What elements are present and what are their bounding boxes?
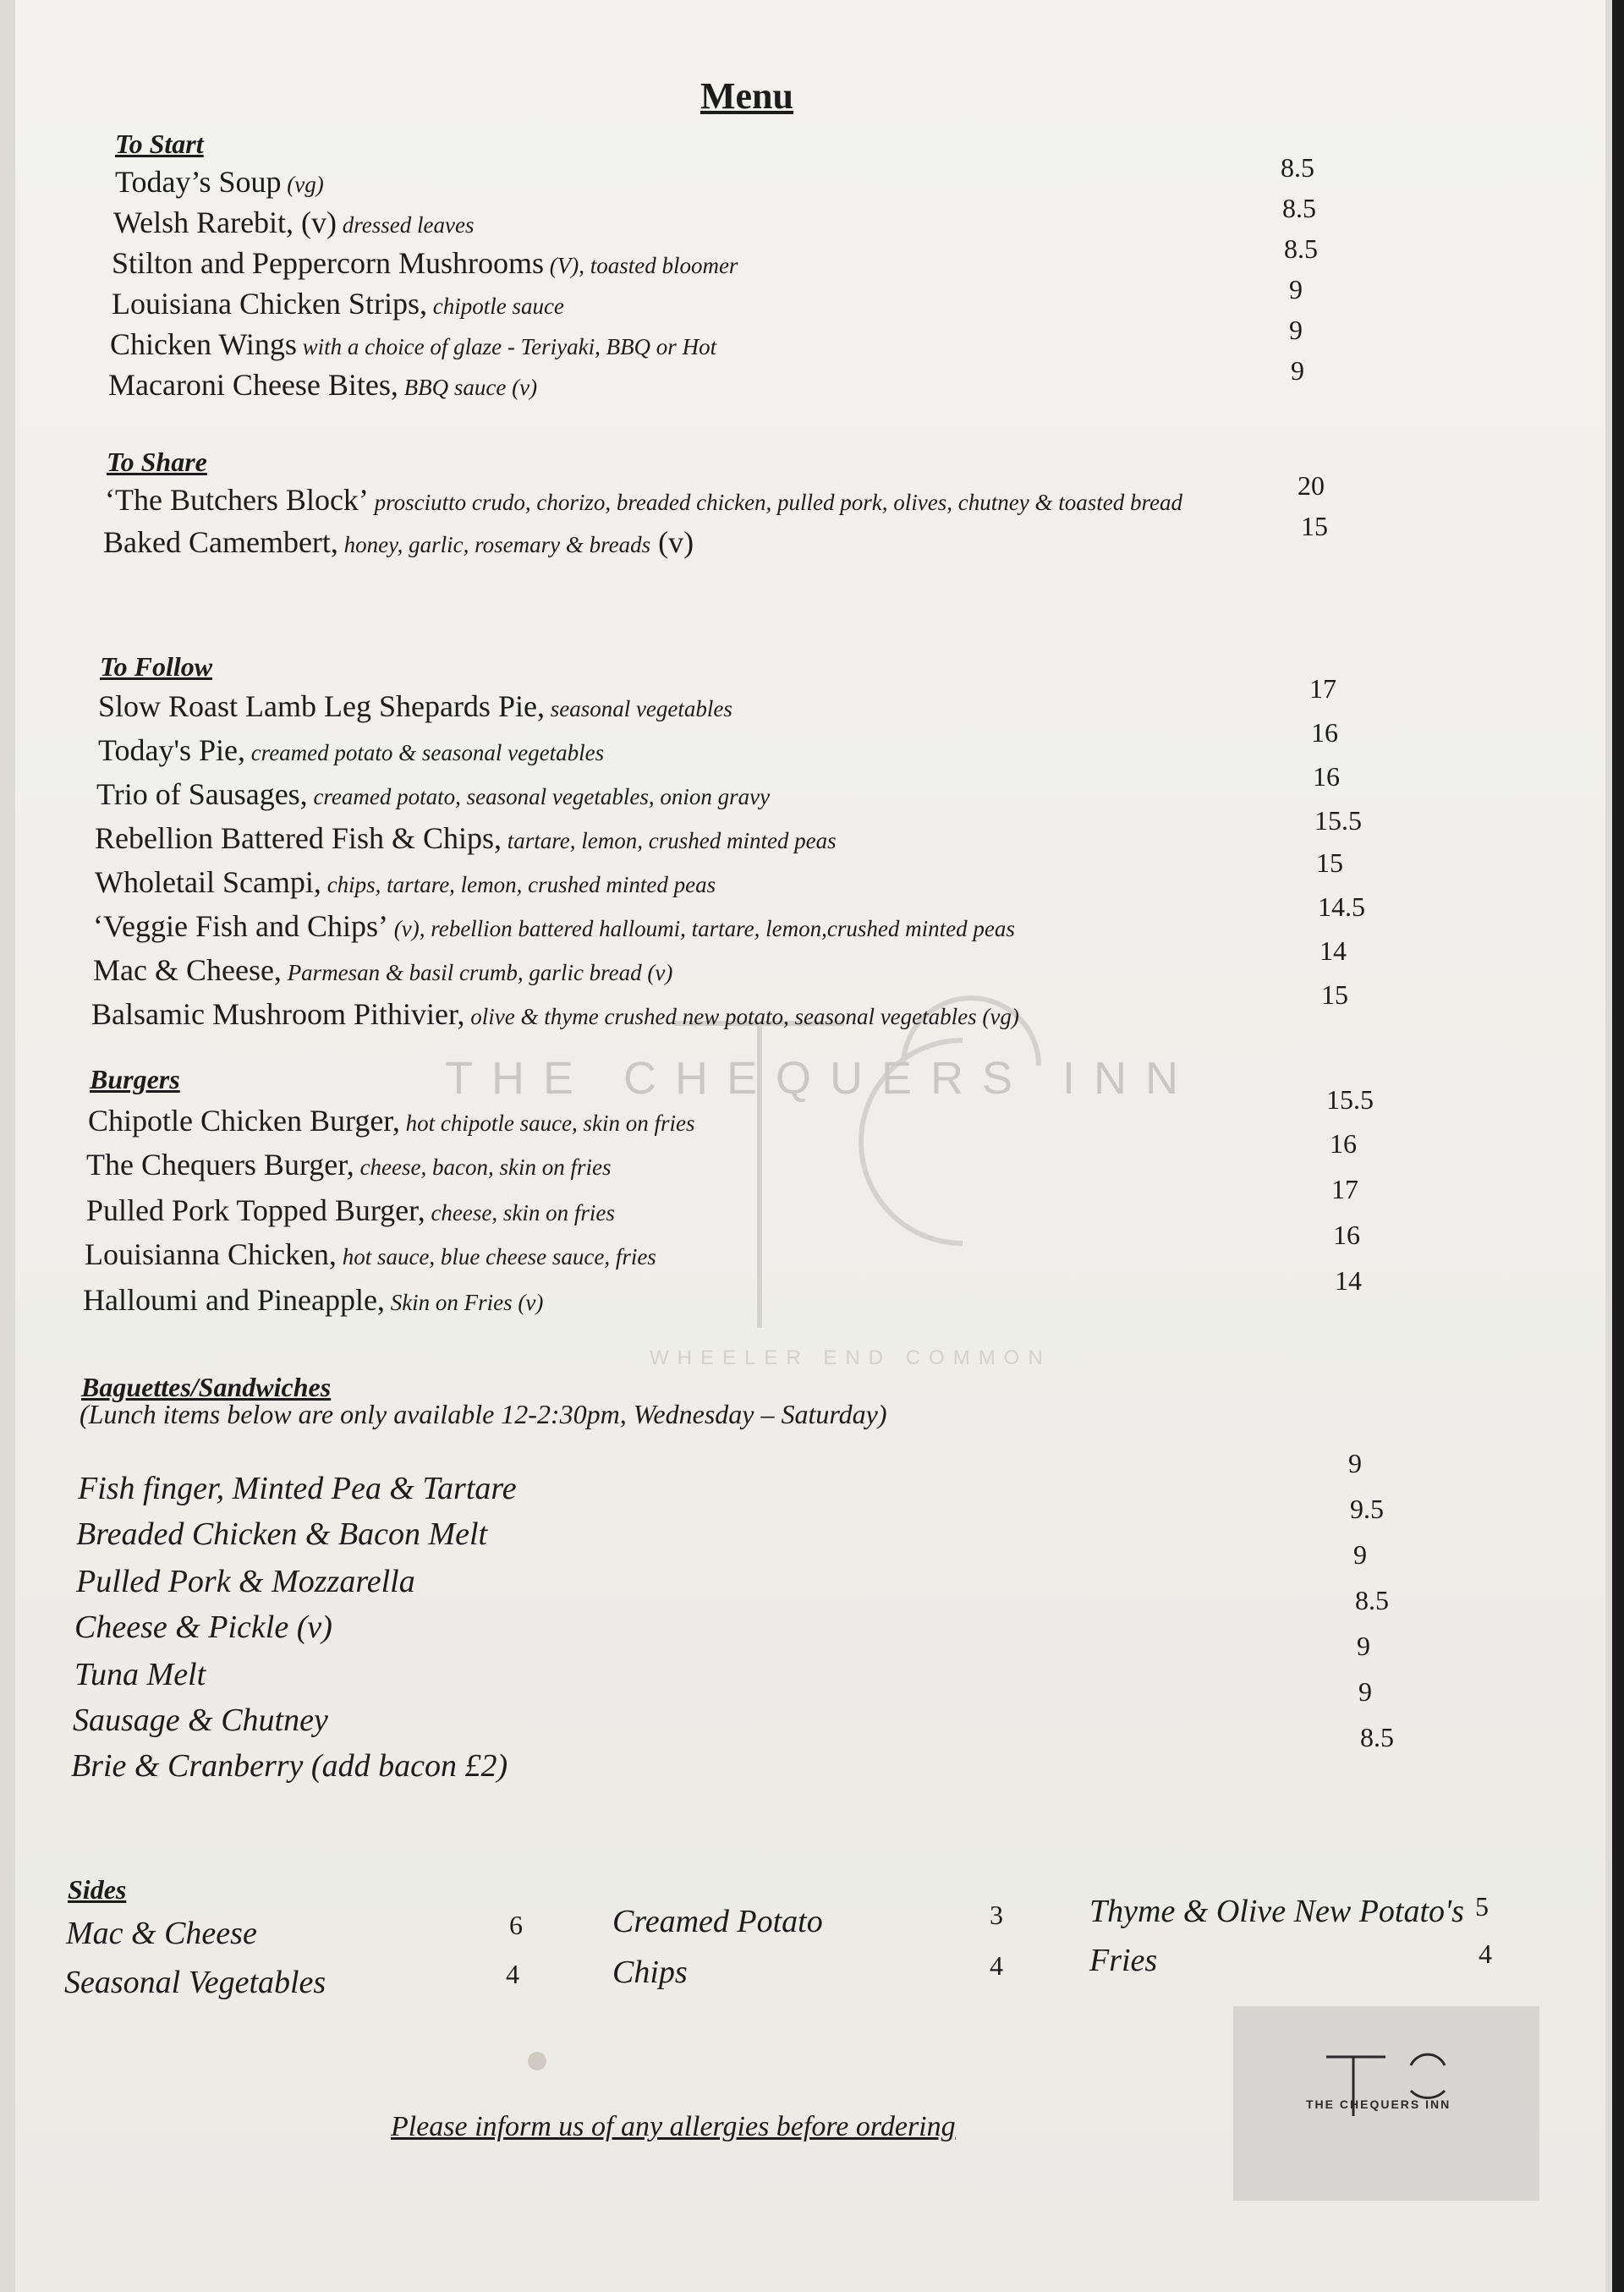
menu-item: Slow Roast Lamb Leg Shepards Pie, seasonal vegetables bbox=[98, 689, 732, 723]
menu-sheet bbox=[15, 0, 1605, 2292]
menu-item: Brie & Cranberry (add bacon £2) bbox=[71, 1748, 508, 1784]
section-heading-follow: To Follow bbox=[100, 651, 213, 682]
item-price: 9 bbox=[1357, 1631, 1370, 1661]
allergy-notice: Please inform us of any allergies before ordering bbox=[391, 2111, 956, 2142]
item-price: 15 bbox=[1301, 511, 1328, 541]
section-heading-start: To Start bbox=[115, 129, 204, 159]
item-price: 9 bbox=[1353, 1539, 1367, 1570]
menu-item: Balsamic Mushroom Pithivier, olive & thyme crushed new potato, seasonal vegetables (vg) bbox=[91, 997, 1019, 1031]
section-heading-share: To Share bbox=[107, 447, 207, 477]
menu-item: Cheese & Pickle (v) bbox=[74, 1609, 332, 1645]
section-heading-burgers: Burgers bbox=[90, 1064, 180, 1094]
menu-item: Fish finger, Minted Pea & Tartare bbox=[78, 1471, 517, 1506]
menu-item: Breaded Chicken & Bacon Melt bbox=[76, 1516, 488, 1552]
item-price: 8.5 bbox=[1360, 1722, 1394, 1752]
menu-item: Chipotle Chicken Burger, hot chipotle sauce, skin on fries bbox=[88, 1104, 695, 1138]
item-price: 16 bbox=[1330, 1128, 1357, 1159]
item-price: 8.5 bbox=[1282, 193, 1316, 223]
menu-item: Trio of Sausages, creamed potato, seasonal vegetables, onion gravy bbox=[96, 777, 771, 811]
menu-item: Louisianna Chicken, hot sauce, blue cheese sauce, fries bbox=[85, 1237, 656, 1271]
side-item: Mac & Cheese bbox=[66, 1916, 257, 1951]
item-price: 9 bbox=[1358, 1676, 1372, 1707]
menu-item: Mac & Cheese, Parmesan & basil crumb, garlic bread (v) bbox=[93, 953, 673, 987]
menu-item: The Chequers Burger, cheese, bacon, skin on fries bbox=[86, 1148, 612, 1182]
item-price: 17 bbox=[1331, 1174, 1358, 1204]
side-item: Fries bbox=[1089, 1943, 1158, 1978]
item-price: 8.5 bbox=[1284, 233, 1318, 264]
menu-item: Chicken Wings with a choice of glaze - Teriyaki, BBQ or Hot bbox=[110, 327, 717, 361]
menu-title: Menu bbox=[700, 75, 793, 117]
watermark-name: THE CHEQUERS INN bbox=[445, 1053, 1198, 1104]
item-price: 9 bbox=[1348, 1448, 1362, 1478]
item-price: 14.5 bbox=[1318, 891, 1365, 922]
item-price: 20 bbox=[1298, 470, 1325, 501]
item-price: 9 bbox=[1289, 315, 1303, 345]
paper-smudge bbox=[528, 2052, 546, 2070]
side-item: Creamed Potato bbox=[612, 1904, 823, 1939]
menu-item: Rebellion Battered Fish & Chips, tartare, lemon, crushed minted peas bbox=[95, 821, 837, 855]
logo-card bbox=[1233, 2006, 1539, 2201]
item-price: 15.5 bbox=[1326, 1084, 1374, 1115]
section-heading-sides: Sides bbox=[68, 1874, 127, 1905]
menu-item: Louisiana Chicken Strips, chipotle sauce bbox=[112, 287, 564, 321]
menu-item: Today's Pie, creamed potato & seasonal vegetables bbox=[98, 733, 605, 767]
side-price: 4 bbox=[1479, 1938, 1492, 1969]
item-price: 16 bbox=[1313, 761, 1340, 792]
page-edge bbox=[1612, 0, 1624, 2292]
side-price: 3 bbox=[990, 1900, 1003, 1930]
section-heading-sandwiches: Baguettes/Sandwiches bbox=[81, 1372, 332, 1402]
side-item: Chips bbox=[612, 1955, 688, 1990]
menu-item: Wholetail Scampi, chips, tartare, lemon, crushed minted peas bbox=[95, 865, 716, 899]
side-price: 6 bbox=[509, 1910, 523, 1940]
item-price: 14 bbox=[1335, 1265, 1362, 1296]
side-item: Thyme & Olive New Potato's bbox=[1089, 1894, 1464, 1929]
menu-item: ‘The Butchers Block’ prosciutto crudo, chorizo, breaded chicken, pulled pork, olives, chutney & toasted bread bbox=[105, 483, 1182, 517]
item-price: 15 bbox=[1321, 979, 1348, 1010]
menu-item: Sausage & Chutney bbox=[73, 1703, 328, 1738]
side-price: 4 bbox=[990, 1950, 1003, 1981]
item-price: 15 bbox=[1316, 847, 1343, 878]
side-price: 4 bbox=[506, 1959, 519, 1989]
side-price: 5 bbox=[1475, 1891, 1489, 1922]
side-item: Seasonal Vegetables bbox=[64, 1965, 326, 2000]
menu-item: Pulled Pork & Mozzarella bbox=[76, 1564, 415, 1599]
menu-item: Baked Camembert, honey, garlic, rosemary & breads (v) bbox=[103, 525, 694, 559]
item-price: 16 bbox=[1311, 717, 1338, 748]
item-price: 14 bbox=[1320, 935, 1347, 966]
logo-name: THE CHEQUERS INN bbox=[1306, 2097, 1451, 2111]
item-price: 9 bbox=[1291, 355, 1304, 386]
item-price: 9.5 bbox=[1350, 1494, 1384, 1524]
menu-item: Stilton and Peppercorn Mushrooms (V), toasted bloomer bbox=[112, 246, 738, 280]
menu-item: Macaroni Cheese Bites, BBQ sauce (v) bbox=[108, 368, 538, 402]
menu-item: ‘Veggie Fish and Chips’ (v), rebellion battered halloumi, tartare, lemon,crushed minted peas bbox=[93, 909, 1015, 943]
watermark-subtitle: WHEELER END COMMON bbox=[650, 1346, 1051, 1369]
item-price: 16 bbox=[1333, 1220, 1360, 1250]
item-price: 8.5 bbox=[1281, 152, 1314, 183]
menu-item: Today’s Soup (vg) bbox=[115, 165, 324, 199]
item-price: 15.5 bbox=[1314, 805, 1362, 836]
watermark-monogram bbox=[582, 990, 1140, 1379]
menu-item: Welsh Rarebit, (v) dressed leaves bbox=[113, 206, 475, 239]
item-price: 8.5 bbox=[1355, 1585, 1389, 1615]
item-price: 9 bbox=[1289, 274, 1303, 304]
menu-item: Tuna Melt bbox=[74, 1657, 206, 1692]
menu-item: Pulled Pork Topped Burger, cheese, skin on fries bbox=[86, 1193, 615, 1227]
item-price: 17 bbox=[1309, 673, 1336, 704]
lunch-availability-note: (Lunch items below are only available 12-2:30pm, Wednesday – Saturday) bbox=[80, 1399, 887, 1429]
menu-item: Halloumi and Pineapple, Skin on Fries (v) bbox=[83, 1283, 544, 1317]
